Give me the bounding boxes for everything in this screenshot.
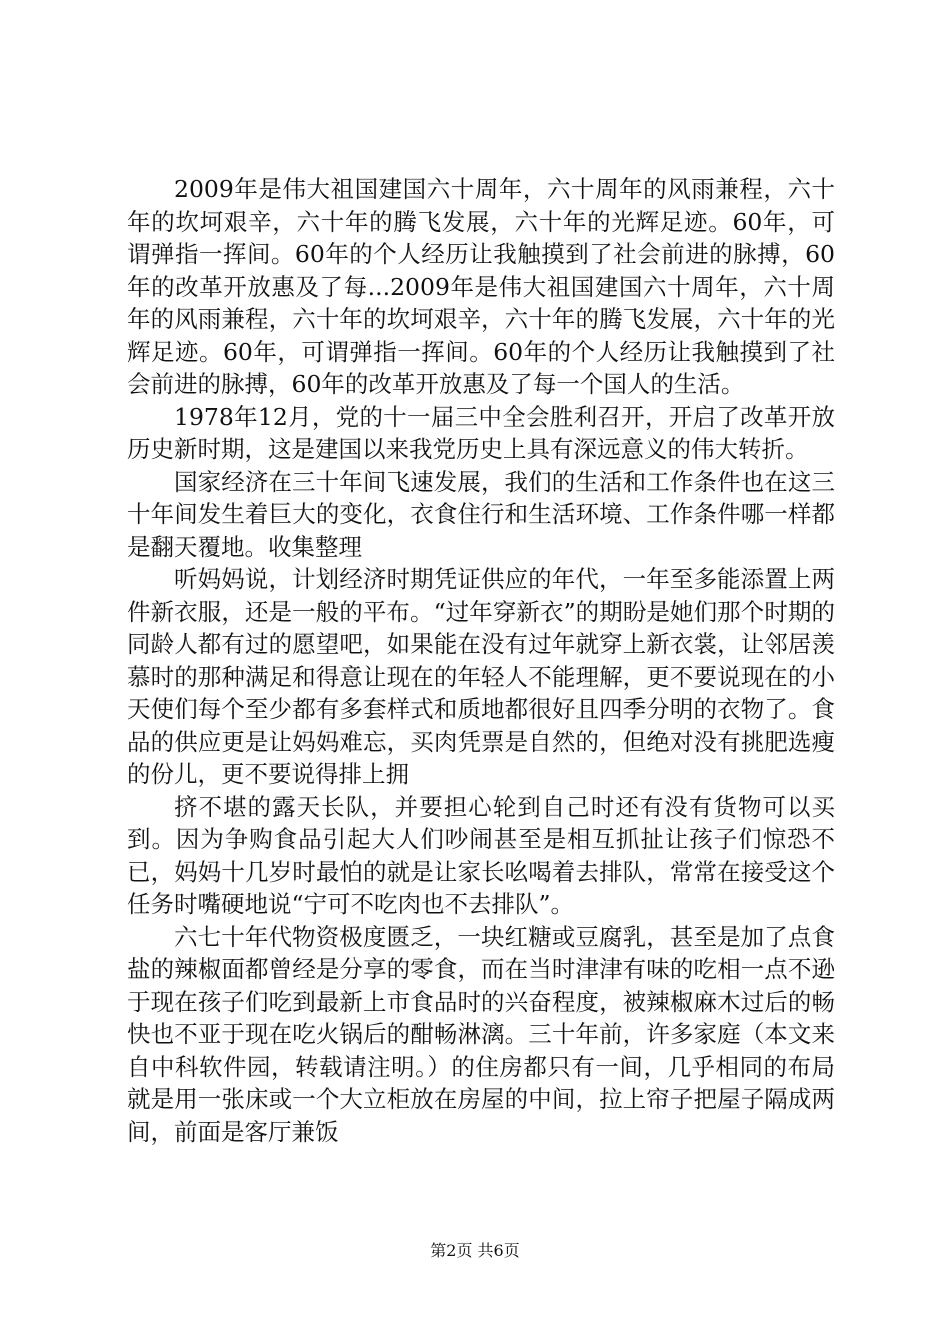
- paragraph-4: 听妈妈说，计划经济时期凭证供应的年代，一年至多能添置上两件新衣服，还是一般的平布。“过年穿新衣”的期盼是她们那个时期的同龄人都有过的愿望吧，如果能在没有过年就穿上新衣裳，让邻居羡慕时的那种满足和得意让现在的年轻人不能理解，更不要说现在的小天使们每个至少都有多套样式和质地都很好且四季分明的衣物了。食品的供应更是让妈妈难忘，买肉凭票是自然的，但绝对没有挑肥选瘦的份儿，更不要说得排上拥: [127, 565, 835, 788]
- paragraph-2: 1978年12月，党的十一届三中全会胜利召开，开启了改革开放历史新时期，这是建国以来我党历史上具有深远意义的伟大转折。: [127, 402, 835, 463]
- page-footer: 第2页 共6页: [430, 1241, 520, 1260]
- paragraph-3: 国家经济在三十年间飞速发展，我们的生活和工作条件也在这三十年间发生着巨大的变化，衣食住行和生活环境、工作条件哪一样都是翻天覆地。收集整理: [127, 467, 835, 561]
- paragraph-1: 2009年是伟大祖国建国六十周年，六十周年的风雨兼程，六十年的坎坷艰辛，六十年的腾飞发展，六十年的光辉足迹。60年，可谓弹指一挥间。60年的个人经历让我触摸到了社会前进的脉搏，60年的改革开放惠及了每...2009年是伟大祖国建国六十周年，六十周年的风雨兼程，六十年的坎坷艰辛，六十年的腾飞发展，六十年的光辉足迹。60年，可谓弹指一挥间。60年的个人经历让我触摸到了社会前进的脉搏，60年的改革开放惠及了每一个国人的生活。: [127, 175, 835, 398]
- paragraph-6: 六七十年代物资极度匮乏，一块红糖或豆腐乳，甚至是加了点食盐的辣椒面都曾经是分享的零食，而在当时津津有味的吃相一点不逊于现在孩子们吃到最新上市食品时的兴奋程度，被辣椒麻木过后的畅快也不亚于现在吃火锅后的酣畅淋漓。三十年前，许多家庭（本文来自中科软件园，转载请注明。）的住房都只有一间，几乎相同的布局就是用一张床或一个大立柜放在房屋的中间，拉上帘子把屋子隔成两间，前面是客厅兼饭: [127, 922, 835, 1146]
- paragraph-5: 挤不堪的露天长队，并要担心轮到自己时还有没有货物可以买到。因为争购食品引起大人们吵闹甚至是相互抓扯让孩子们惊恐不已，妈妈十几岁时最怕的就是让家长吆喝着去排队，常常在接受这个任务时嘴硬地说“宁可不吃肉也不去排队”。: [127, 792, 835, 918]
- document-body: [127, 173, 835, 1148]
